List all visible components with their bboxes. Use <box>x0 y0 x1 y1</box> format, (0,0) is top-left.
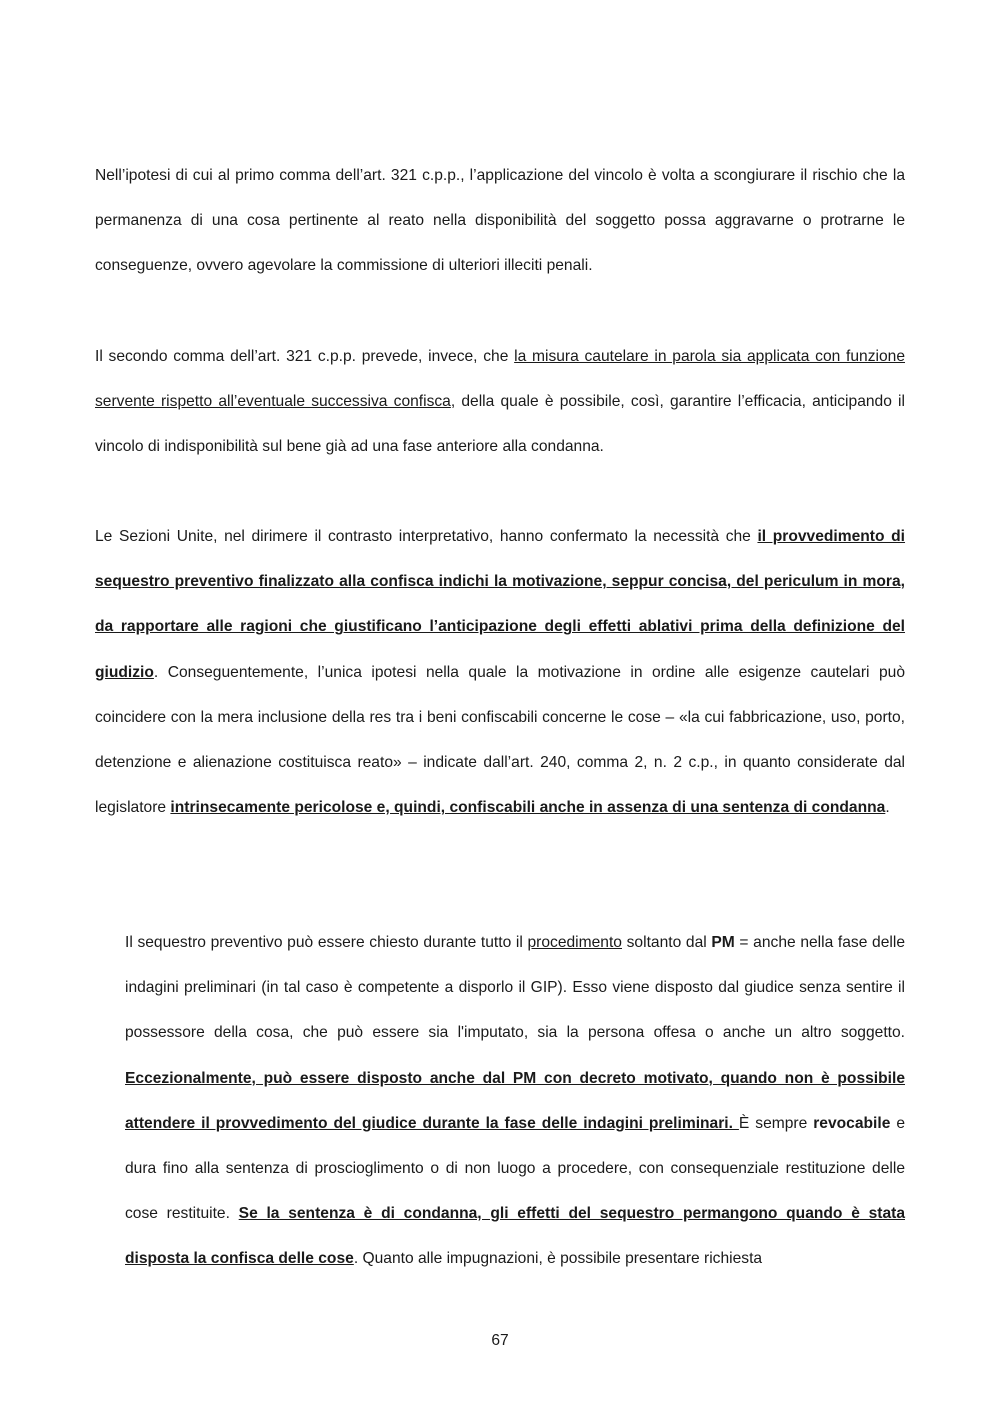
bold-text: PM <box>711 934 735 951</box>
paragraph-text: . <box>885 799 890 817</box>
paragraph-vincolo-primo-comma <box>95 153 905 289</box>
paragraph-sequestro-preventivo <box>125 920 905 1282</box>
paragraph-text: Il secondo comma dell’art. 321 c.p.p. prevede, invece, che <box>95 348 515 365</box>
underlined-text: procedimento <box>527 934 622 951</box>
paragraph-text: soltanto dal <box>621 934 712 951</box>
paragraph-text: e dura fino alla sentenza di proscioglimento o di non luogo a procedere, con consequenziale restituzione delle cose restituite. <box>125 1114 905 1223</box>
bold-text: revocabile <box>813 1114 891 1132</box>
paragraph-text: . Quanto alle impugnazioni, è possibile presentare richiesta <box>353 1250 763 1268</box>
bold-underlined-text: il provvedimento di sequestro preventivo finalizzato alla confisca indichi la motivazione, seppur concisa, del periculum in mora, da rapportare alle ragioni che giustificano l’anticipazione degli effetti ablativi prima della definizione del giudizio <box>95 528 906 681</box>
bold-underlined-text: Eccezionalmente, può essere disposto anche dal PM con decreto motivato, quando non è possibile attendere il provvedimento del giudice durante la fase delle indagini preliminari. <box>125 1069 905 1132</box>
page-number: 67 <box>491 1332 509 1349</box>
paragraph-text: . Conseguentemente, l’unica ipotesi nella quale la motivazione in ordine alle esigenze cautelari può coincidere con la mera inclusione della res tra i beni confiscabili concerne le cose – «la cui fabbricazione, uso, porto, detenzione e alienazione costituisca reato» – indicate dall’art. 240, comma 2, n. 2 c.p., in quanto considerate dal legislatore <box>95 663 905 817</box>
paragraph-text: Nell’ipotesi di cui al primo comma dell’art. 321 c.p.p., l’applicazione del vincolo è volta a scongiurare il rischio che la permanenza di una cosa pertinente al reato nella disponibilità del soggetto possa aggravarne o protrarne le conseguenze, ovvero agevolare la commissione di ulteriori illeciti penali. <box>95 167 905 275</box>
paragraph-text: = anche nella fase delle indagini preliminari (in tal caso è competente a disporlo il GIP). Esso viene disposto dal giudice senza sentire il possessore della cosa, che può essere sia l'imputato, sia la persona offesa o anche un altro soggetto. <box>125 934 905 1042</box>
paragraph-sezioni-unite <box>95 514 905 830</box>
paragraph-secondo-comma <box>95 334 905 470</box>
paragraph-text: , della quale è possibile, così, garantire l’efficacia, anticipando il vincolo di indisponibilità sul bene già ad una fase anteriore alla condanna. <box>95 393 905 456</box>
underlined-text: la misura cautelare in parola sia applicata con funzione servente rispetto all’eventuale successiva confisca <box>95 348 905 411</box>
paragraph-text: È sempre <box>738 1114 814 1132</box>
bold-underlined-text: Se la sentenza è di condanna, gli effetti del sequestro permangono quando è stata disposta la confisca delle cose <box>125 1205 905 1268</box>
paragraph-text: Il sequestro preventivo può essere chiesto durante tutto il <box>125 934 528 951</box>
paragraph-text: Le Sezioni Unite, nel dirimere il contrasto interpretativo, hanno confermato la necessità che <box>95 528 758 545</box>
bold-underlined-text: intrinsecamente pericolose e, quindi, confiscabili anche in assenza di una sentenza di condanna <box>170 799 886 817</box>
